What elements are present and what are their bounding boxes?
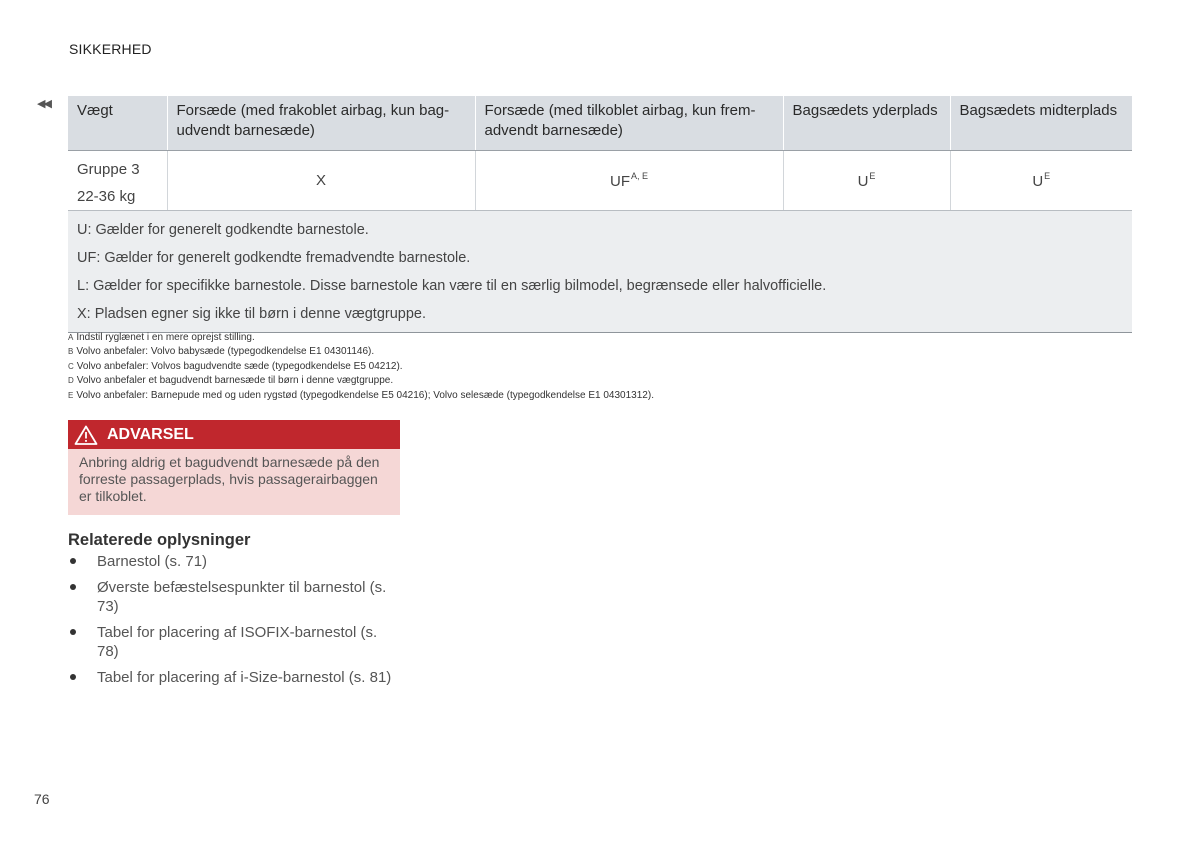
footnote xyxy=(68,374,654,388)
legend-cell xyxy=(68,211,1132,333)
weight-cell xyxy=(68,151,167,211)
warning-box xyxy=(68,420,400,515)
page-number: 76 xyxy=(34,791,50,807)
front-airbag-on-value: UF xyxy=(609,173,630,190)
footnote-text: Volvo anbefaler et bagudvendt barnesæde til børn i denne vægtgruppe. xyxy=(76,375,394,387)
bullet-icon xyxy=(70,584,76,590)
rear-middle-cell xyxy=(950,151,1132,211)
column-header-rear-outer: Bagsædets yderplads xyxy=(783,96,950,151)
weight-group: Gruppe 3 xyxy=(77,161,140,178)
bullet-icon xyxy=(70,558,76,564)
front-airbag-off-cell xyxy=(167,151,475,211)
bullet-icon xyxy=(70,674,76,680)
table-header-row xyxy=(68,96,1132,151)
related-info-title: Relaterede oplysninger xyxy=(68,531,251,549)
column-header-weight: Vægt xyxy=(68,96,167,151)
footnote-mark: C xyxy=(68,361,74,371)
warning-triangle-icon xyxy=(74,425,98,445)
footnote-text: Volvo anbefaler: Volvo babysæde (typegodkendelse E1 04301146). xyxy=(76,346,375,358)
footnote-text: Indstil ryglænet i en mere oprejst stilling. xyxy=(76,332,255,343)
warning-text: Anbring aldrig et bagudvendt barnesæde på den forreste passagerplads, hvis passagerairbaggen er tilkoblet. xyxy=(68,449,400,515)
legend-item-x: X: Pladsen egner sig ikke til børn i denne vægtgruppe. xyxy=(77,306,427,322)
table-row xyxy=(68,151,1132,211)
list-item-label: Tabel for placering af ISOFIX-barnestol (s. 78) xyxy=(97,624,378,660)
list-item-label: Barnestol (s. 71) xyxy=(97,553,208,570)
section-title: SIKKERHED xyxy=(69,41,152,57)
bullet-icon xyxy=(70,629,76,635)
warning-header xyxy=(68,420,400,449)
legend-item-l: L: Gælder for specifikke barnestole. Disse barnestole kan være til en særlig bilmodel, begrænsede eller halvofficielle. xyxy=(77,278,827,294)
legend-item-uf: UF: Gælder for generelt godkendte fremadvendte barnestole. xyxy=(77,250,471,266)
footnote xyxy=(68,345,654,359)
related-info-list xyxy=(68,552,398,694)
column-header-front-airbag-off: Forsæde (med frakoblet airbag, kun bagudvendt barnesæde) xyxy=(167,96,475,151)
footnote xyxy=(68,331,654,345)
related-link-isize-table[interactable] xyxy=(68,668,398,687)
rear-outer-cell xyxy=(783,151,950,211)
rear-middle-footnote-ref: E xyxy=(1044,171,1051,181)
column-header-front-airbag-on: Forsæde (med tilkoblet airbag, kun fremadvendt barnesæde) xyxy=(475,96,783,151)
rear-outer-value: U xyxy=(857,173,869,190)
footnote xyxy=(68,389,654,403)
list-item-label: Øverste befæstelsespunkter til barnestol (s. 73) xyxy=(97,579,387,615)
rear-middle-value: U xyxy=(1032,173,1044,190)
front-airbag-on-footnote-ref: A, E xyxy=(630,171,648,181)
legend-item-u: U: Gælder for generelt godkendte barnestole. xyxy=(77,222,369,238)
footnote-text: Volvo anbefaler: Volvos bagudvendte sæde (typegodkendelse E5 04212). xyxy=(76,360,403,372)
continued-from-previous-icon: ◀◀ xyxy=(37,98,50,110)
column-header-rear-middle: Bagsædets midterplads xyxy=(950,96,1132,151)
related-link-isofix-table[interactable] xyxy=(68,623,398,661)
front-airbag-off-value: X xyxy=(315,172,326,189)
front-airbag-on-cell xyxy=(475,151,783,211)
footnotes xyxy=(68,331,654,403)
footnote-text: Volvo anbefaler: Barnepude med og uden rygstød (typegodkendelse E5 04216); Volvo selesæde (typegodkendelse E1 04301312). xyxy=(76,389,654,401)
legend-row xyxy=(68,211,1132,333)
weight-range: 22-36 kg xyxy=(77,188,136,205)
footnote-mark: D xyxy=(68,376,74,386)
footnote-mark: A xyxy=(68,333,74,342)
footnote-mark: E xyxy=(68,390,74,400)
rear-outer-footnote-ref: E xyxy=(869,171,876,181)
footnote-mark: B xyxy=(68,347,74,357)
related-link-top-tether[interactable] xyxy=(68,578,398,616)
child-seat-placement-table xyxy=(68,96,1132,333)
warning-title: ADVARSEL xyxy=(107,425,194,443)
list-item-label: Tabel for placering af i-Size-barnestol (s. 81) xyxy=(97,669,392,686)
related-link-child-seat[interactable] xyxy=(68,552,398,571)
footnote xyxy=(68,360,654,374)
